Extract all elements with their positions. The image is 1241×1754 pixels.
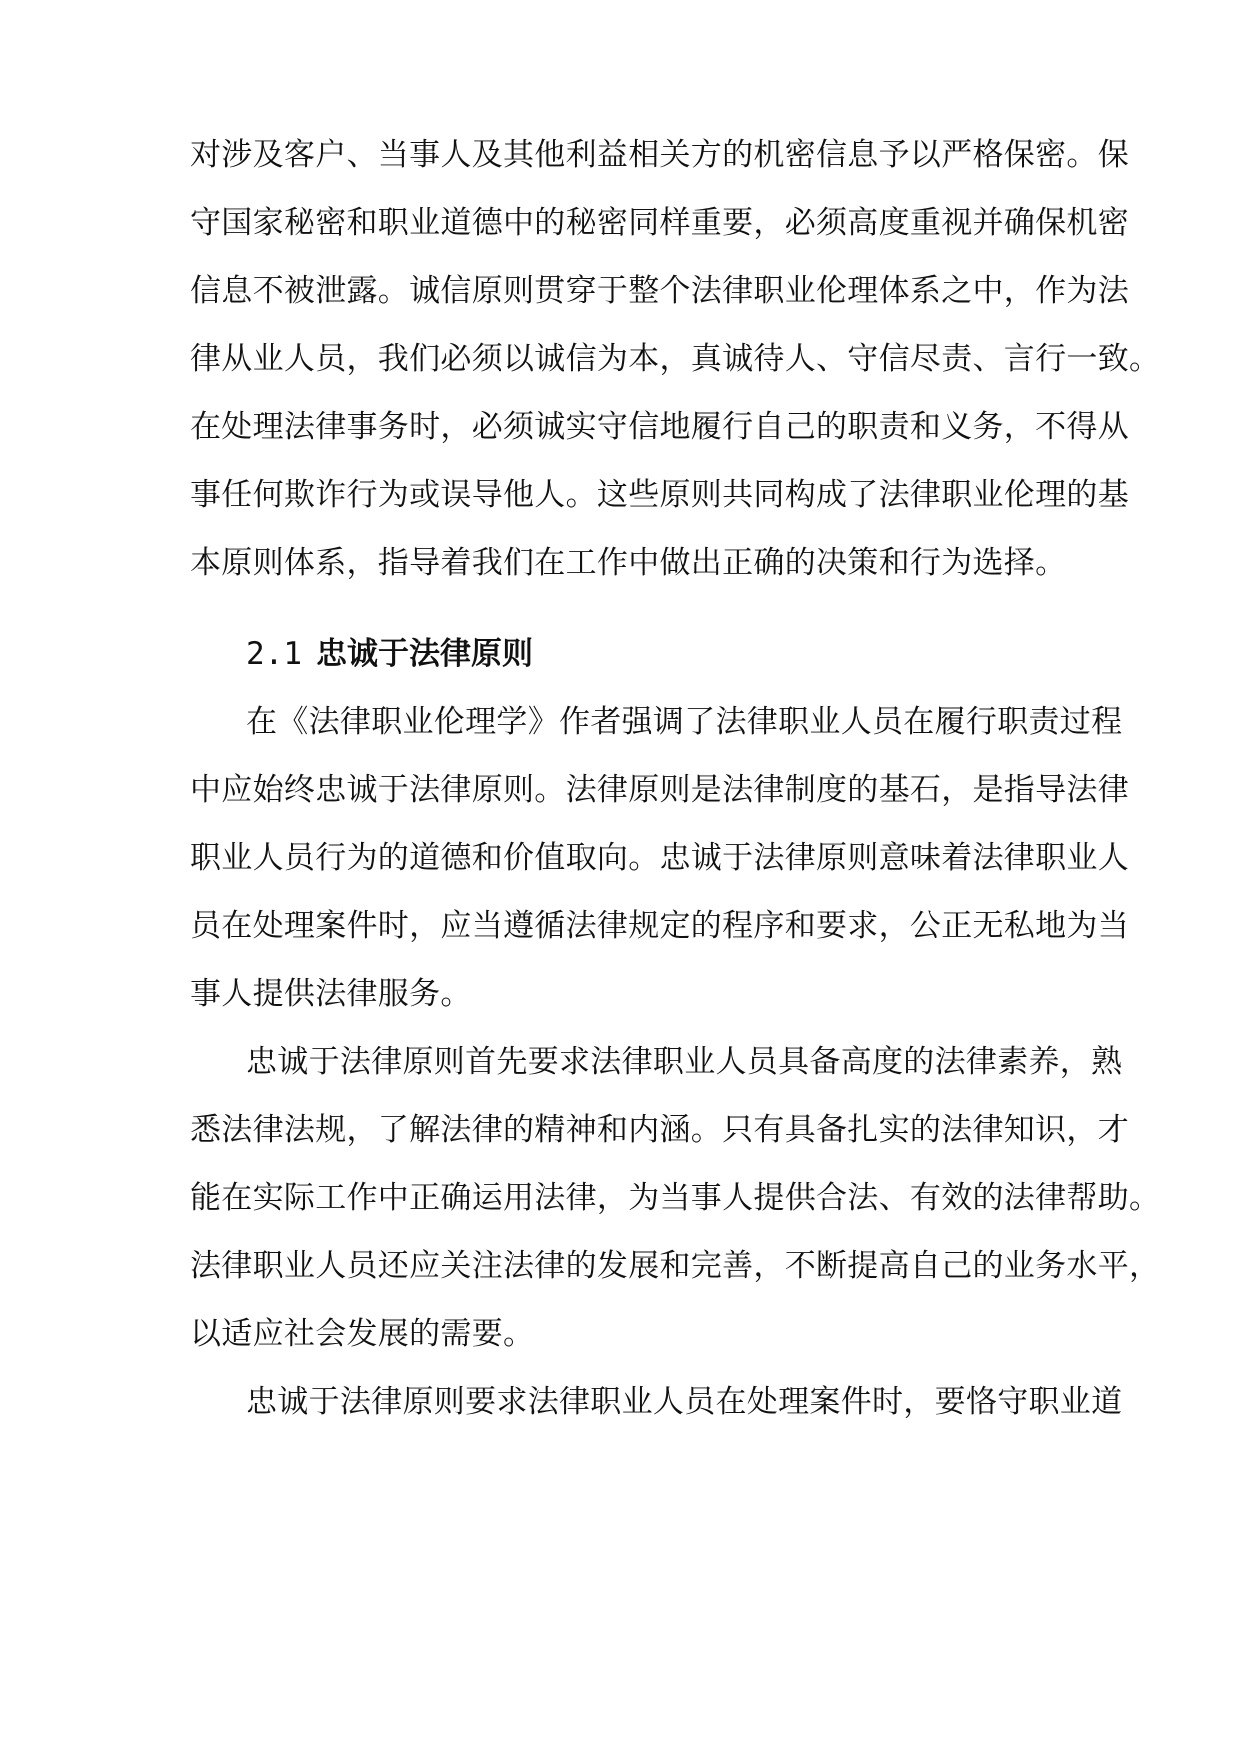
text-line: 员在处理案件时，应当遵循法律规定的程序和要求，公正无私地为当	[190, 908, 1129, 944]
text-line: 以适应社会发展的需要。	[190, 1316, 535, 1352]
text-line: 律从业人员，我们必须以诚信为本，真诚待人、守信尽责、言行一致。	[190, 341, 1161, 377]
text-line: 对涉及客户、当事人及其他利益相关方的机密信息予以严格保密。保	[190, 137, 1129, 173]
text-line: 本原则体系，指导着我们在工作中做出正确的决策和行为选择。	[190, 545, 1067, 581]
text-line: 职业人员行为的道德和价值取向。忠诚于法律原则意味着法律职业人	[190, 840, 1129, 876]
text-line: 能在实际工作中正确运用法律，为当事人提供合法、有效的法律帮助。	[190, 1180, 1161, 1216]
text-line: 事人提供法律服务。	[190, 976, 472, 1012]
text-line: 信息不被泄露。诚信原则贯穿于整个法律职业伦理体系之中，作为法	[190, 273, 1129, 309]
text-line: 中应始终忠诚于法律原则。法律原则是法律制度的基石，是指导法律	[190, 772, 1129, 808]
section-heading	[246, 624, 533, 684]
text-line: 忠诚于法律原则要求法律职业人员在处理案件时，要恪守职业道	[246, 1384, 1123, 1420]
section-number: 2.1	[246, 636, 302, 672]
text-line: 法律职业人员还应关注法律的发展和完善，不断提高自己的业务水平，	[190, 1248, 1161, 1284]
text-line: 悉法律法规，了解法律的精神和内涵。只有具备扎实的法律知识，才	[190, 1112, 1129, 1148]
text-line: 守国家秘密和职业道德中的秘密同样重要，必须高度重视并确保机密	[190, 205, 1129, 241]
text-line: 忠诚于法律原则首先要求法律职业人员具备高度的法律素养，熟	[246, 1044, 1123, 1080]
section-title: 忠诚于法律原则	[316, 636, 533, 672]
text-line: 在《法律职业伦理学》作者强调了法律职业人员在履行职责过程	[246, 704, 1123, 740]
text-line: 事任何欺诈行为或误导他人。这些原则共同构成了法律职业伦理的基	[190, 477, 1129, 513]
text-line: 在处理法律事务时，必须诚实守信地履行自己的职责和义务，不得从	[190, 409, 1129, 445]
